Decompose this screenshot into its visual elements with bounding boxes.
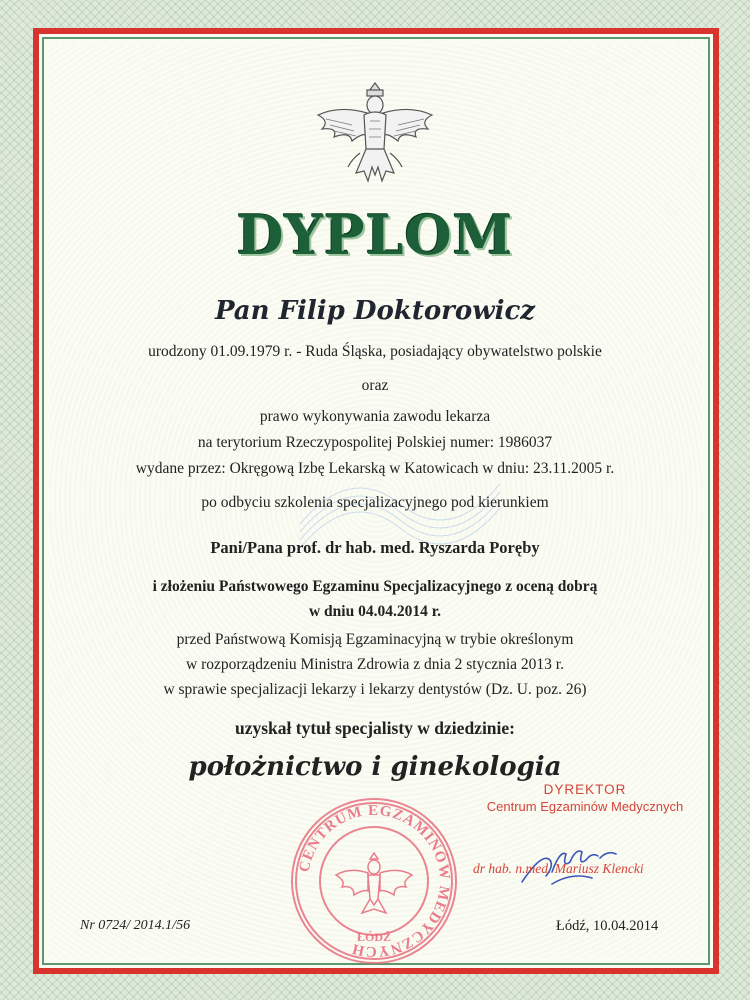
practice-right-line: prawo wykonywania zawodu lekarza <box>259 408 491 425</box>
specialist-title-line: uzyskał tytuł specjalisty w dziedzinie: <box>235 718 515 738</box>
official-seal <box>288 795 460 967</box>
signature-block <box>470 782 700 814</box>
seal-eagle-icon <box>336 853 412 913</box>
training-line: po odbyciu szkolenia specjalizacyjnego pod kierunkiem <box>201 494 549 511</box>
signer-name: dr hab. n.med. Mariusz Klencki <box>473 861 644 876</box>
document-number: Nr 0724/ 2014.1/56 <box>80 918 191 933</box>
issued-line: wydane przez: Okręgową Izbę Lekarską w Katowicach w dniu: 23.11.2005 r. <box>135 460 615 477</box>
specialty-field: położnictwo i ginekologia <box>188 752 562 782</box>
commission-line: przed Państwową Komisją Egzaminacyjną w trybie określonym <box>176 631 574 648</box>
matter-line: w sprawie specjalizacji lekarzy i lekarzy dentystów (Dz. U. poz. 26) <box>163 681 587 698</box>
place-and-date: Łódź, 10.04.2014 <box>556 918 659 934</box>
birth-line: urodzony 01.09.1979 r. - Ruda Śląska, posiadający obywatelstwo polskie <box>148 343 602 360</box>
supervisor-line: Pani/Pana prof. dr hab. med. Ryszarda Poręby <box>210 538 540 557</box>
polish-eagle-emblem <box>312 75 438 187</box>
exam-date-line: w dniu 04.04.2014 r. <box>308 603 442 620</box>
oraz-line: oraz <box>361 377 389 394</box>
diploma-title: DYPLOM <box>236 203 514 267</box>
signer-role: DYREKTOR <box>543 782 627 797</box>
regulation-line: w rozporządzeniu Ministra Zdrowia z dnia 2 stycznia 2013 r. <box>186 656 564 673</box>
seal-city: ŁÓDŹ <box>356 930 392 944</box>
recipient-name: Pan Filip Doktorowicz <box>214 296 536 326</box>
seal-ring-text: CENTRUM EGZAMINÓW MEDYCZNYCH <box>296 802 453 960</box>
exam-line: i złożeniu Państwowego Egzaminu Specjalizacyjnego z oceną dobrą <box>152 578 598 595</box>
signer-institution: Centrum Egzaminów Medycznych <box>486 799 684 814</box>
territory-line: na terytorium Rzeczypospolitej Polskiej numer: 1986037 <box>197 434 553 451</box>
